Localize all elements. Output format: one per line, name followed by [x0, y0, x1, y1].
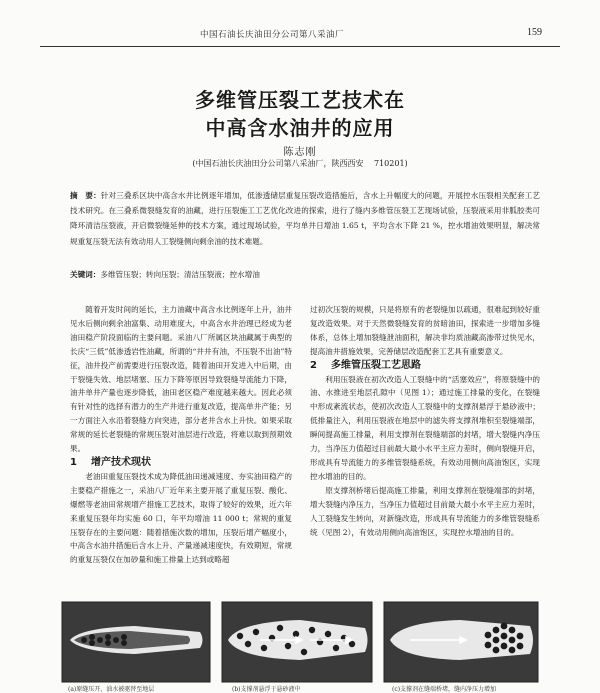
abstract-text: 针对三叠系区块中高含水井比例逐年增加，低渗透储层重复压裂改造措施后，含水上升幅度大的问题，开展控水压裂相关配套工艺技术研究。在三叠系微裂缝发育的油藏，进行压裂施工工艺优化改进的探索，进行了缝内多维管压裂工艺现场试验，压裂液采用非胍胶类可降环清洁压裂液，开启微裂缝延伸的技术方案，通过现场试验，平均单井日增油 1.65 t，平均含水下降 21 %，控水增油效果明显，解决常规重复压裂无法有效动用人工裂缝侧向剩余油的技术难题。	[70, 191, 540, 246]
title-line-2: 中高含水油井的应用	[205, 116, 395, 140]
section-1-paragraph: 老油田重复压裂技术成为降低油田递减速度、夯实油田稳产的主要稳产措施之一，采油八厂近年来主要开展了重复压裂、酸化、爆燃等老油田常规增产措施工艺技术，取得了较好的效果，近六年来重复压裂年均实施 60 口，年平均增油 11 000 t；常规的重复压裂存在的主要问题：随着措施次数的增加，压裂后增产幅度小，中高含水油井措施后含水上升、产量递减速度快，有效期短，常规的重复压裂仅在加砂量和施工排量上达到或略超	[70, 471, 292, 565]
page-number: 159	[527, 27, 542, 38]
figure-caption-c: (c)支撑剂在缝端桥堵，缝内净压力增加	[392, 686, 497, 693]
abstract	[70, 188, 540, 249]
header-rule	[40, 46, 560, 47]
keywords-label: 关键词：	[70, 270, 101, 279]
keywords	[70, 268, 540, 282]
continued-paragraph: 过初次压裂的规模，只是将原有的老裂缝加以疏通，很难起到较好重复改造效果。对于天然微裂缝发育的贫暗油田，探索进一步增加多缝体系，总体上增加裂缝泄油面积，解决非均质油藏高渗带过快见水，提高油井措施效果，完善储层改造配套工艺具有重要意义。	[310, 305, 540, 356]
right-column	[310, 303, 540, 539]
intro-paragraph: 随着开发时间的延长，主力油藏中高含水比例逐年上升，油井见水后侧向剩余油富集、动用难度大，中高含水井治理已经成为老油田稳产阶段面临的主要问题。采油八厂所属区块油藏属于典型的长庆“三低”低渗透岩性油藏，所谓的“井井有油，不压裂不出油”特征，油井投产前需要进行压裂改造，随着油田开发进入中后期，由于裂缝失效、地层堵塞、压力下降等原因导致裂缝导流能力下降，油井单井产量也逐步降低，油田老区稳产难度越来越大。因此必须有针对性的选择有潜力的生产井进行重复改造，提高单井产能；另一方面注入水沿着裂缝方向突进，部分老井含水上升快。如果采取常规的延长老裂缝的常规压裂对油层进行改造，将难以取到预期效果。	[70, 305, 292, 454]
keywords-text: 多维管压裂；转向压裂；清洁压裂液；控水增油	[100, 270, 260, 279]
title-line-1: 多维管压裂工艺技术在	[195, 88, 405, 112]
figure-caption-b: (b)支撑剂悬浮于悬砂液中	[232, 686, 301, 693]
left-column	[70, 303, 292, 567]
section-1-heading	[70, 456, 292, 470]
figure-1	[60, 600, 540, 693]
section-2-paragraph-2: 原支撑剂桥堵后提高施工排量，利用支撑剂在裂缝端部的封堵，增大裂缝内净压力，当净压力值超过目前最大最小水平主应力差时，人工裂缝发生转向，对新缝改造，形成具有导流能力的多维管裂缝系统（见图 2），有效动用侧向高油饱区，实现控水增油的目的。	[310, 485, 540, 537]
abstract-label: 摘 要：	[70, 191, 101, 200]
figure-panel-c	[384, 602, 538, 682]
affiliation: (中国石油长庆油田分公司第八采油厂，陕西西安 710201)	[192, 159, 408, 168]
figure-caption-a: (a)原缝压开，油水被驱替至地层	[68, 686, 155, 693]
section-2-number: 2	[310, 359, 317, 371]
section-1-title: 增产技术现状	[90, 456, 151, 468]
section-2-paragraph-1: 利用压裂液在初次改造人工裂缝中的“活塞效应”，将原裂缝中的油、水推进至地层孔隙中（见图 1）；通过施工排量的变化，在裂缝中形成紊流状态，使初次改造人工裂缝中的支撑剂悬浮于悬砂液中；低排量注入，利用压裂液在地层中的滤失将支撑剂堆积至裂缝端部，瞬间提高施工排量，利用支撑剂在裂缝端部的封堵，增大裂缝内净压力，当净压力值超过目前最大最小水平主应力差时，侧向裂缝开启，形成具有导流能力的多维管裂缝系统，有效动用侧向高油饱区，实现控水增油的目的。	[310, 374, 540, 481]
figure-panel-a	[62, 602, 210, 682]
figure-panel-b	[222, 602, 372, 682]
author: 陈志刚	[283, 147, 317, 158]
figure-1-illustration	[60, 600, 540, 693]
section-2-title: 多维管压裂工艺思路	[330, 359, 421, 371]
section-2-heading	[310, 359, 540, 373]
section-1-number: 1	[70, 456, 77, 468]
running-head: 中国石油长庆油田分公司第八采油厂	[200, 30, 345, 40]
